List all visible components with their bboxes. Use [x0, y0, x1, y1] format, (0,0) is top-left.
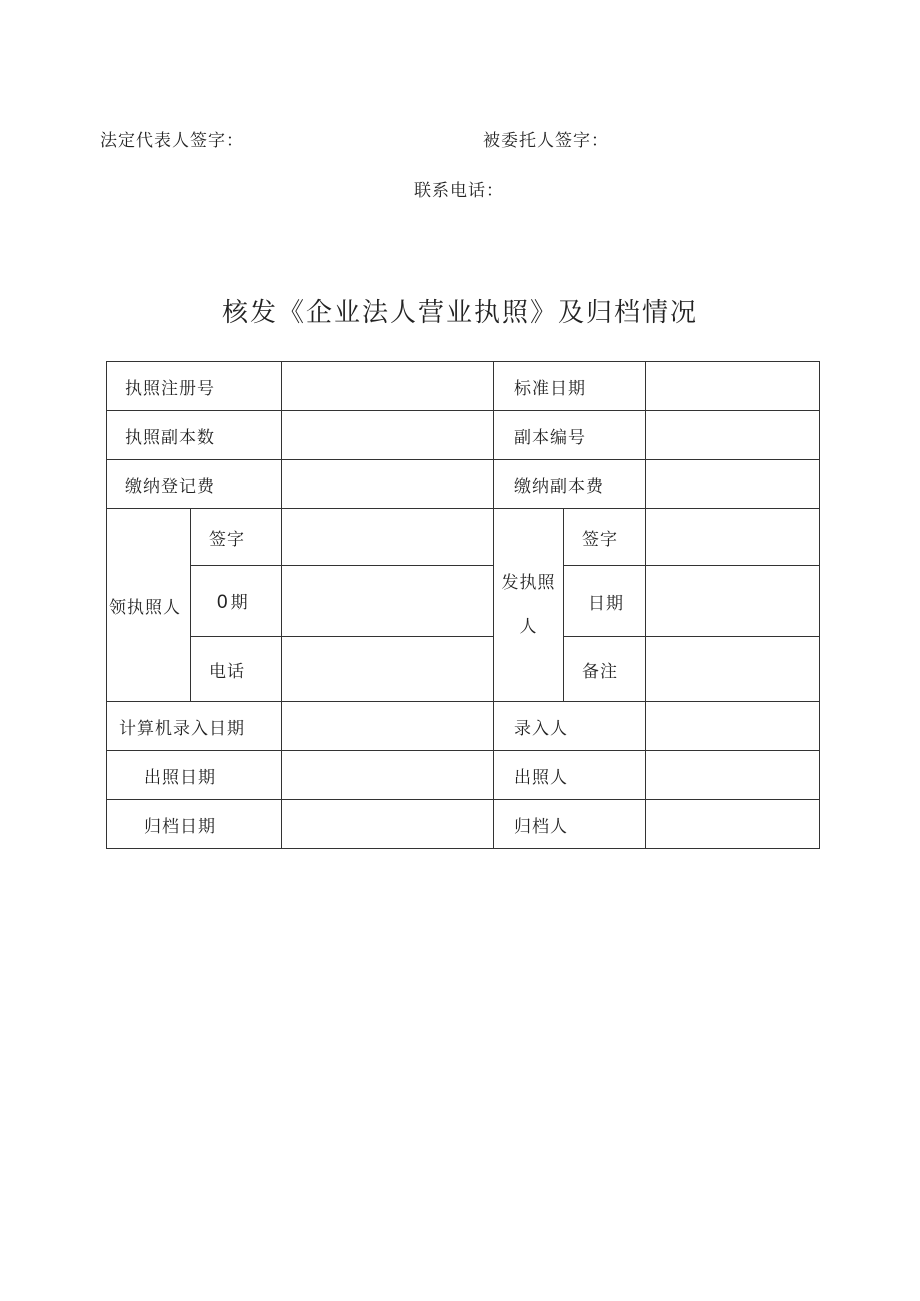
- delegate-signature-label: 被委托人签字：: [483, 131, 609, 151]
- archive-date-field[interactable]: [282, 800, 494, 849]
- issuer-sign-field[interactable]: [646, 509, 820, 566]
- entry-person-field[interactable]: [646, 702, 820, 751]
- issuer-date-field[interactable]: [646, 566, 820, 637]
- receiver-date-field[interactable]: [282, 566, 494, 637]
- issuer-group-label-line2: 人: [519, 617, 538, 637]
- copy-number-field[interactable]: [646, 411, 820, 460]
- issuer-group-label: [494, 509, 564, 702]
- receiver-phone-label: 电话: [191, 637, 282, 702]
- issue-person-label: 出照人: [494, 751, 646, 800]
- archive-person-field[interactable]: [646, 800, 820, 849]
- copy-number-label: 副本编号: [494, 411, 646, 460]
- table-row: [107, 566, 820, 637]
- standard-date-label: 标准日期: [494, 362, 646, 411]
- entry-date-field[interactable]: [282, 702, 494, 751]
- table-row: [107, 751, 820, 800]
- standard-date-field[interactable]: [646, 362, 820, 411]
- issuer-note-label: 备注: [564, 637, 646, 702]
- legal-rep-signature-label: 法定代表人签字：: [100, 131, 244, 151]
- copy-fee-label: 缴纳副本费: [494, 460, 646, 509]
- receiver-sign-field[interactable]: [282, 509, 494, 566]
- receiver-group-label: 领执照人: [107, 509, 191, 702]
- registration-fee-label: 缴纳登记费: [107, 460, 282, 509]
- table-row: [107, 637, 820, 702]
- contact-phone-label: 联系电话：: [414, 181, 504, 201]
- registration-number-label: 执照注册号: [107, 362, 282, 411]
- entry-person-label: 录入人: [494, 702, 646, 751]
- receiver-date-label: [191, 566, 282, 637]
- receiver-date-prefix: 0: [217, 592, 229, 613]
- issue-date-label: 出照日期: [107, 751, 282, 800]
- table-row: [107, 460, 820, 509]
- issuer-sign-label: 签字: [564, 509, 646, 566]
- receiver-phone-field[interactable]: [282, 637, 494, 702]
- archive-date-label: 归档日期: [107, 800, 282, 849]
- copy-fee-field[interactable]: [646, 460, 820, 509]
- issuer-note-field[interactable]: [646, 637, 820, 702]
- issuer-date-label: 日期: [564, 566, 646, 637]
- issue-person-field[interactable]: [646, 751, 820, 800]
- archive-person-label: 归档人: [494, 800, 646, 849]
- registration-fee-field[interactable]: [282, 460, 494, 509]
- page-title: 核发《企业法人营业执照》及归档情况: [221, 298, 698, 328]
- table-row: [107, 411, 820, 460]
- receiver-date-suffix: 期: [230, 593, 249, 613]
- copy-count-label: 执照副本数: [107, 411, 282, 460]
- registration-number-field[interactable]: [282, 362, 494, 411]
- table-row: [107, 509, 820, 566]
- table-row: [107, 702, 820, 751]
- issue-date-field[interactable]: [282, 751, 494, 800]
- issuer-group-label-line1: 发执照: [501, 573, 556, 593]
- table-row: [107, 362, 820, 411]
- entry-date-label: 计算机录入日期: [107, 702, 282, 751]
- receiver-sign-label: 签字: [191, 509, 282, 566]
- copy-count-field[interactable]: [282, 411, 494, 460]
- table-row: [107, 800, 820, 849]
- license-archive-table: [106, 361, 820, 849]
